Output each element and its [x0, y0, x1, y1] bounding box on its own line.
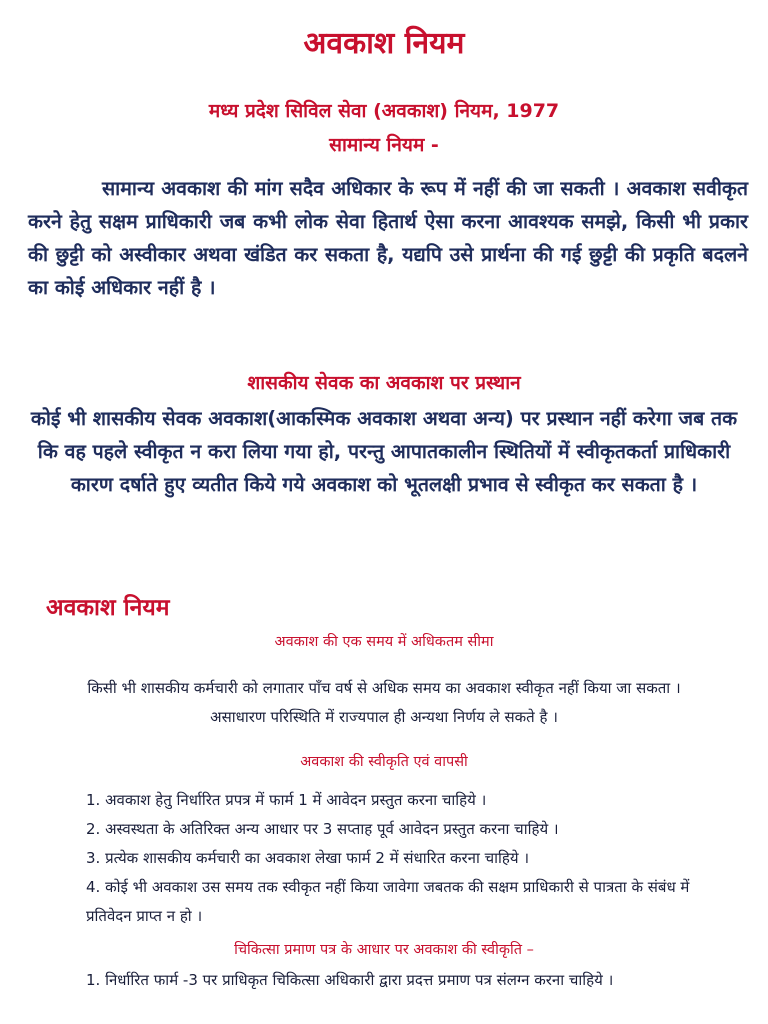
- approval-list: [86, 786, 726, 931]
- list-item: 1. अवकाश हेतु निर्धारित प्रपत्र में फार्म 1 में आवेदन प्रस्तुत करना चाहिये ।: [86, 791, 487, 809]
- max-limit-heading: अवकाश की एक समय में अधिकतम सीमा: [274, 634, 494, 650]
- page-title: अवकाश नियम: [303, 26, 465, 61]
- rules-subtitle: मध्य प्रदेश सिविल सेवा (अवकाश) नियम, 1977: [208, 100, 560, 122]
- list-item: 2. अस्वस्थता के अतिरिक्त अन्य आधार पर 3 सप्ताह पूर्व आवेदन प्रस्तुत करना चाहिये ।: [86, 820, 559, 838]
- departure-text: कोई भी शासकीय सेवक अवकाश(आकस्मिक अवकाश अथवा अन्य) पर प्रस्थान नहीं करेगा जब तक कि वह पहले स्वीकृत न करा लिया गया हो, परन्तु आपातकालीन स्थितियों में स्वीकृतकर्ता प्राधिकारी कारण दर्षाते हुए व्यतीत किये गये अवकाश को भूतलक्षी प्रभाव से स्वीकृत कर सकता है ।: [30, 407, 738, 496]
- medical-item: 1. निर्धारित फार्म -3 पर प्राधिकृत चिकित्सा अधिकारी द्वारा प्रदत्त प्रमाण पत्र संलग्न करना चाहिये ।: [86, 971, 614, 989]
- list-item: 3. प्रत्येक शासकीय कर्मचारी का अवकाश लेखा फार्म 2 में संधारित करना चाहिये ।: [86, 849, 530, 867]
- max-limit-text: किसी भी शासकीय कर्मचारी को लगातार पाँच वर्ष से अधिक समय का अवकाश स्वीकृत नहीं किया जा सकता । असाधारण परिस्थिति में राज्यपाल ही अन्यथा निर्णय ले सकते है ।: [87, 679, 681, 726]
- general-rules-heading: सामान्य नियम -: [329, 134, 439, 156]
- section-title: अवकाश नियम: [46, 595, 170, 621]
- general-rules-text: सामान्य अवकाश की मांग सदैव अधिकार के रूप में नहीं की जा सकती । अवकाश सवीकृत करने हेतु सक्षम प्राधिकारी जब कभी लोक सेवा हितार्थ ऐसा करना आवश्यक समझे, किसी भी प्रकार की छुट्टी को अस्वीकार अथवा खंडित कर सकता है, यद्यपि उसे प्रार्थना की गई छुट्टी की प्रकृति बदलने का कोई अधिकार नहीं है ।: [28, 177, 748, 299]
- medical-heading: चिकित्सा प्रमाण पत्र के आधार पर अवकाश की स्वीकृति –: [234, 942, 534, 958]
- list-item: 4. कोई भी अवकाश उस समय तक स्वीकृत नहीं किया जावेगा जबतक की सक्षम प्राधिकारी से पात्रता के संबंध में प्रतिवेदन प्राप्त न हो ।: [86, 878, 690, 925]
- approval-heading: अवकाश की स्वीकृति एवं वापसी: [300, 754, 468, 770]
- departure-heading: शासकीय सेवक का अवकाश पर प्रस्थान: [247, 372, 521, 394]
